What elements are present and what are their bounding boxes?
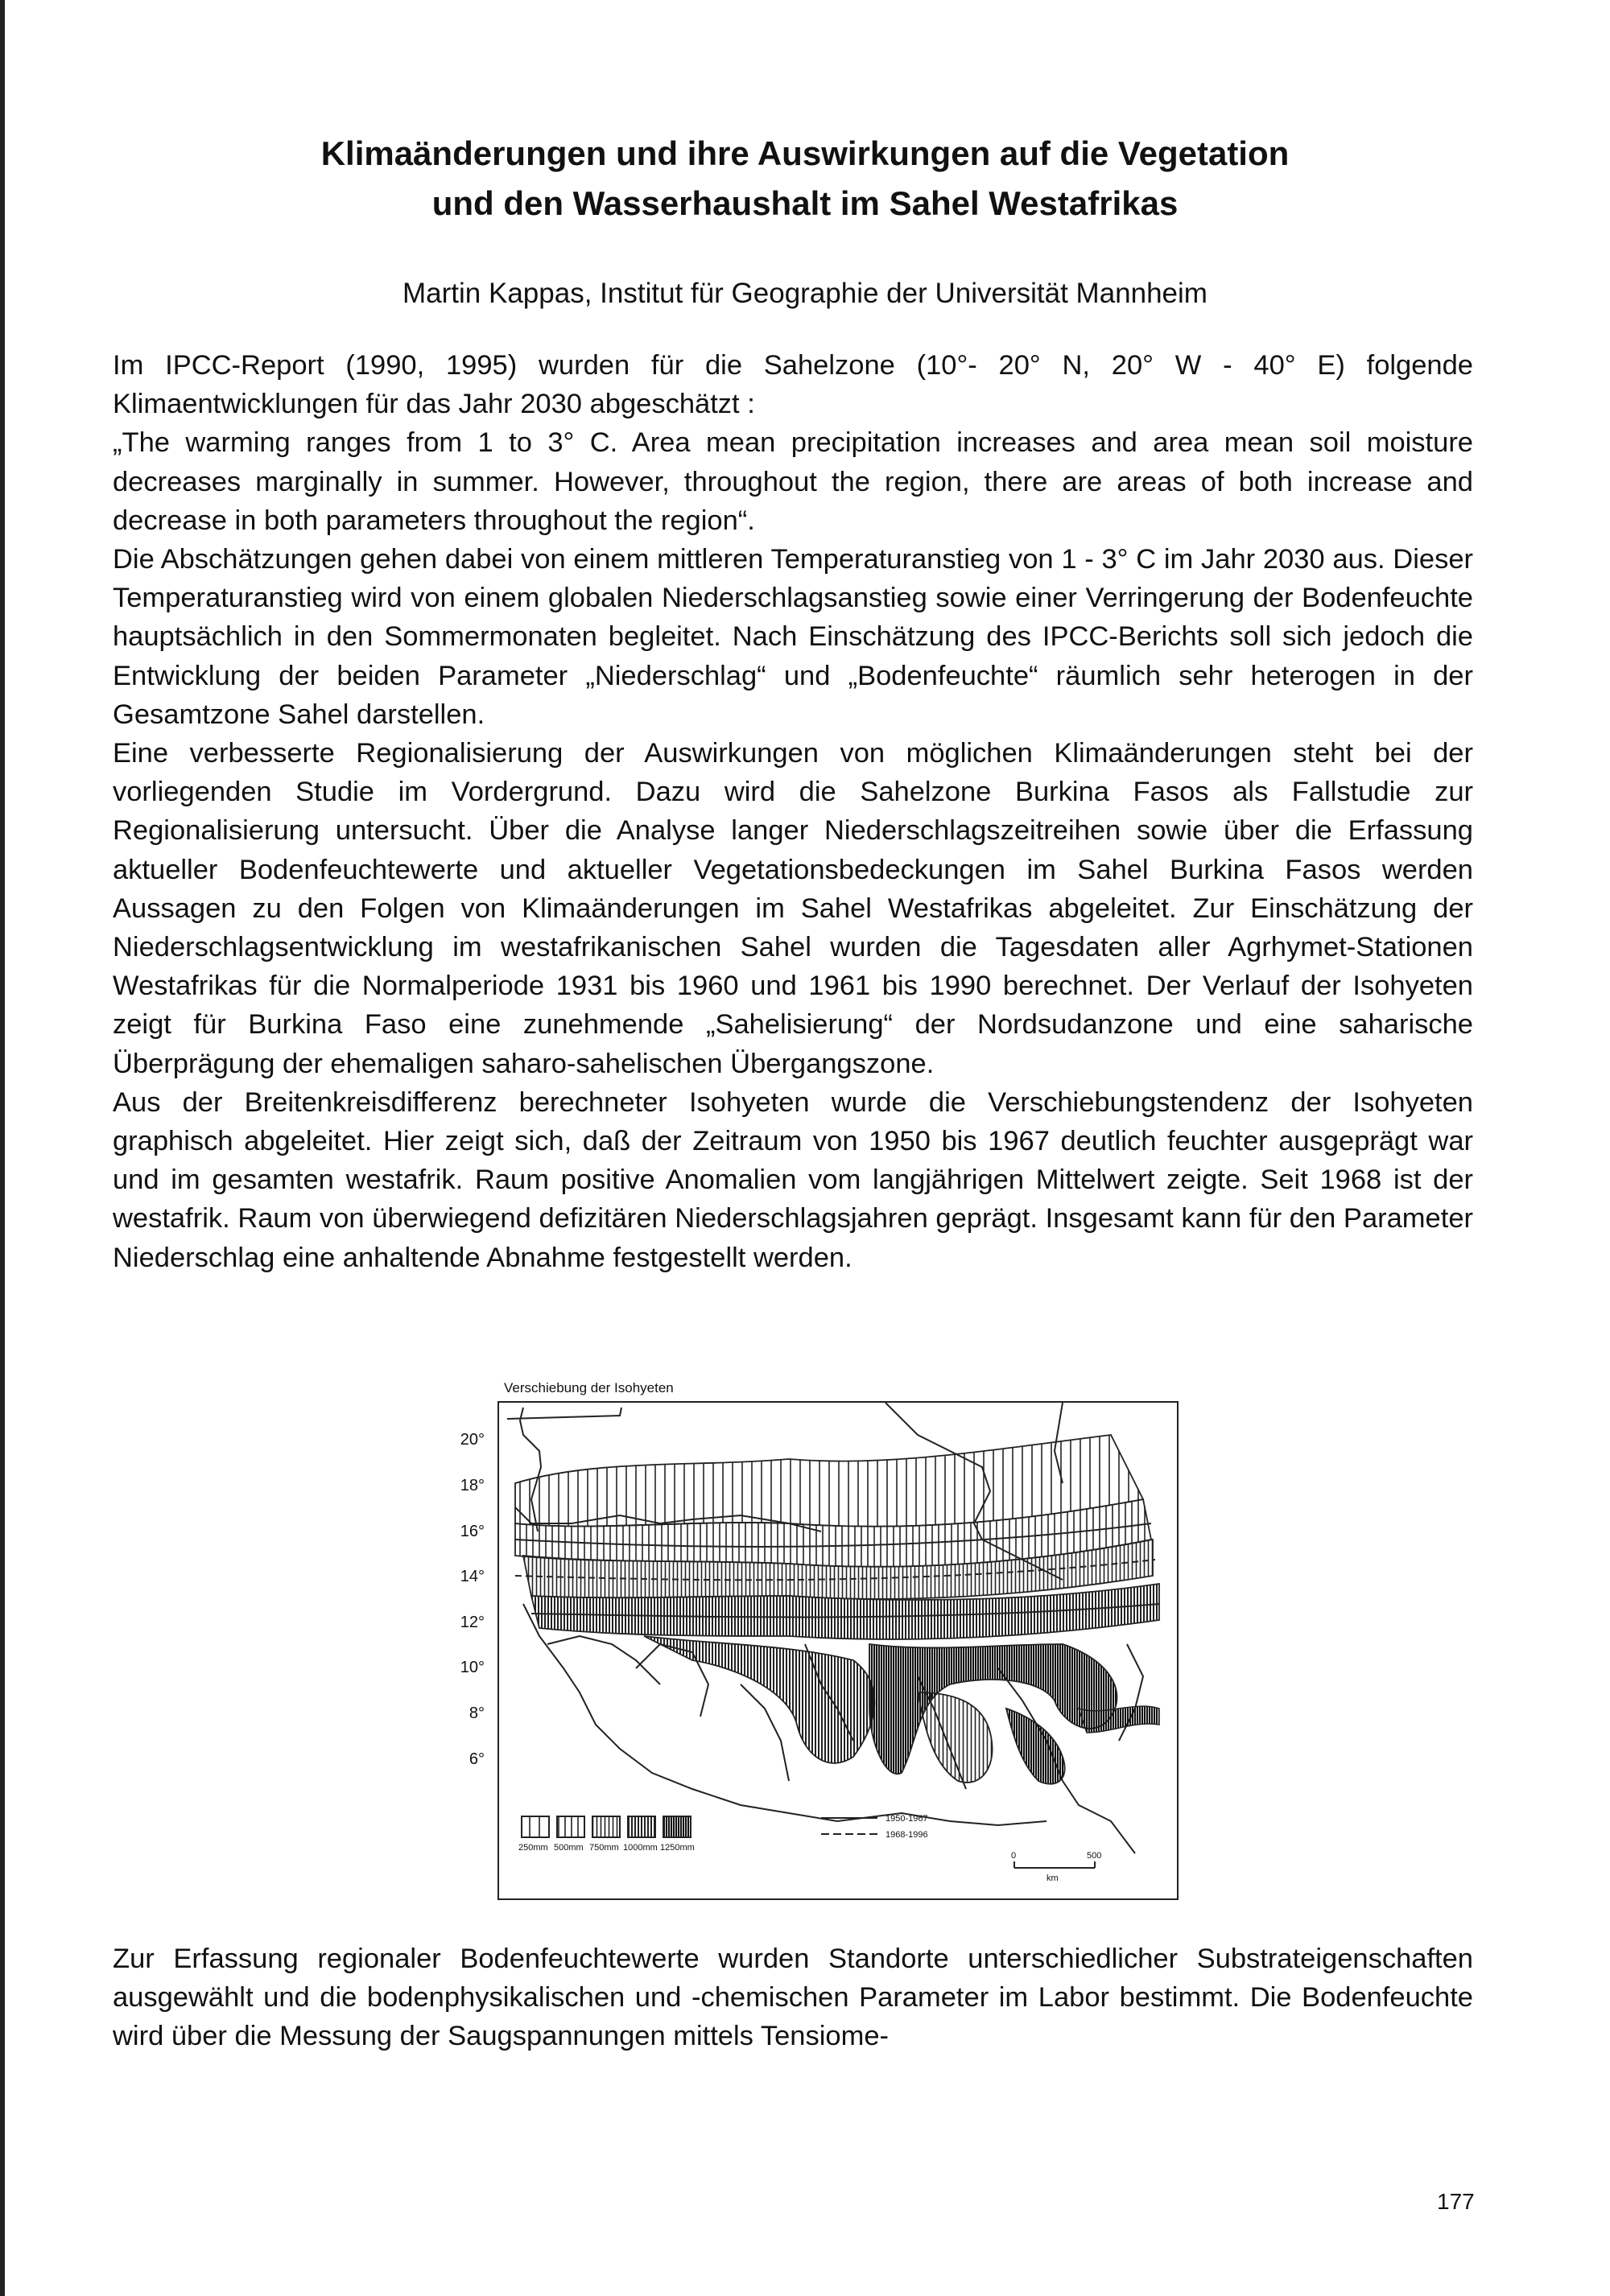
legend-label-750: 750mm (589, 1843, 619, 1853)
legend-label-1250: 1250mm (660, 1843, 695, 1853)
lat-label-12: 12° (460, 1614, 485, 1631)
bottom-text (113, 1939, 1473, 2056)
lat-label-16: 16° (460, 1523, 485, 1540)
paragraph-1: Im IPCC-Report (1990, 1995) wurden für die Sahelzone (10°- 20° N, 20° W - 40° E) folgende Klimaentwicklungen für das Jahr 2030 abgeschätzt : (113, 350, 1473, 420)
legend-label-250: 250mm (518, 1843, 548, 1853)
lat-label-20: 20° (460, 1431, 485, 1449)
isohyet-figure (443, 1380, 1216, 1911)
bottom-paragraph: Zur Erfassung regionaler Bodenfeuchtewerte wurden Standorte unterschiedlicher Substrateigenschaften ausgewählt und die bodenphysikalischen und -chemischen Parameter im Labor bestimmt. Die Bodenfeuchte wird über die Messung der Saugspannungen mittels Tensiome- (113, 1944, 1473, 2052)
isohyet-map (499, 1403, 1177, 1898)
lat-label-8: 8° (469, 1704, 485, 1722)
page-number: 177 (1437, 2189, 1475, 2214)
legend-line-1950: 1950-1967 (886, 1814, 928, 1824)
scale-unit: km (1046, 1873, 1059, 1883)
paper-title (161, 129, 1449, 229)
legend-line-1968: 1968-1996 (886, 1830, 928, 1840)
paragraph-4: Eine verbesserte Regionalisierung der Auswirkungen von möglichen Klimaänderungen steht bei der vorliegenden Studie im Vordergrund. Dazu wird die Sahelzone Burkina Fasos als Fallstudie zur Regionalisierung untersucht. Über die Analyse langer Niederschlagszeitreihen sowie über die Erfassung aktueller Bodenfeuchtewerte und aktueller Vegetationsbedeckungen im Sahel Burkina Fasos werden Aussagen zu den Folgen von Klimaänderungen im Sahel Westafrikas abgeleitet. Zur Einschätzung der Niederschlagsentwicklung im westafrikanischen Sahel wurden die Tagesdaten aller Agrhymet-Stationen Westafrikas für die Normalperiode 1931 bis 1960 und 1961 bis 1990 berechnet. Der Verlauf der Isohyeten zeigt für Burkina Faso eine zunehmende „Sahelisierung“ der Nordsudanzone und eine saharische Überprägung der ehemaligen saharo-sahelischen Übergangszone. (113, 738, 1473, 1079)
lat-label-6: 6° (469, 1750, 485, 1768)
figure-frame (497, 1401, 1179, 1900)
isohyet-bands (515, 1435, 1159, 1784)
lat-label-18: 18° (460, 1477, 485, 1494)
scale-max: 500 (1087, 1851, 1102, 1861)
paragraph-3: Die Abschätzungen gehen dabei von einem mittleren Temperaturanstieg von 1 - 3° C im Jahr 2030 aus. Dieser Temperaturanstieg wird von einem globalen Niederschlagsanstieg sowie einer Verringerung der Bodenfeuchte hauptsächlich in den Sommermonaten begleitet. Nach Einschätzung des IPCC-Berichts soll sich jedoch die Entwicklung der beiden Parameter „Niederschlag“ und „Bodenfeuchte“ räumlich sehr heterogen in der Gesamtzone Sahel darstellen. (113, 544, 1473, 730)
paragraph-5: Aus der Breitenkreisdifferenz berechneter Isohyeten wurde die Verschiebungstendenz der Isohyeten graphisch abgeleitet. Hier zeigt sich, daß der Zeitraum von 1950 bis 1967 deutlich feuchter ausgeprägt war und im gesamten westafrik. Raum positive Anomalien vom langjährigen Mittelwert zeigte. Seit 1968 ist der westafrik. Raum von überwiegend defizitären Niederschlagsjahren geprägt. Insgesamt kann für den Parameter Niederschlag eine anhaltende Abnahme festgestellt werden. (113, 1086, 1473, 1273)
body-text (113, 346, 1473, 1277)
lat-label-10: 10° (460, 1659, 485, 1676)
paragraph-2: „The warming ranges from 1 to 3° C. Area mean precipitation increases and area mean soil moisture decreases marginally in summer. However, throughout the region, there are areas of both increase and decrease in both parameters throughout the region“. (113, 427, 1473, 536)
legend-label-1000: 1000mm (623, 1843, 658, 1853)
title-line-2: und den Wasserhaushalt im Sahel Westafrikas (431, 184, 1179, 222)
scale-zero: 0 (1011, 1851, 1017, 1861)
legend-label-500: 500mm (554, 1843, 584, 1853)
lat-label-14: 14° (460, 1568, 485, 1585)
figure-title: Verschiebung der Isohyeten (504, 1380, 674, 1395)
author-line: Martin Kappas, Institut für Geographie der Universität Mannheim (402, 278, 1208, 309)
title-line-1: Klimaänderungen und ihre Auswirkungen auf die Vegetation (320, 134, 1290, 172)
